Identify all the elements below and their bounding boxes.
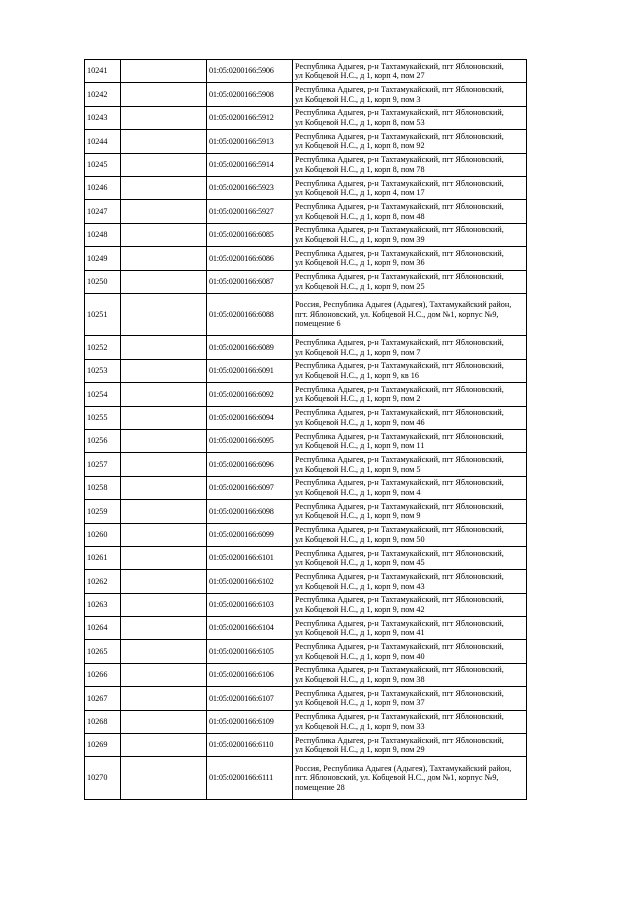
address-line: Республика Адыгея, р-н Тахтамукайский, пгт Яблоновский, xyxy=(295,272,504,282)
row-empty-cell xyxy=(121,710,207,733)
row-number: 10264 xyxy=(85,617,121,640)
address-cell xyxy=(293,640,527,663)
address-cell xyxy=(293,270,527,293)
address-cell xyxy=(293,106,527,129)
row-empty-cell xyxy=(121,176,207,199)
row-number: 10243 xyxy=(85,106,121,129)
table-row xyxy=(85,617,527,640)
row-number: 10252 xyxy=(85,336,121,359)
row-number: 10244 xyxy=(85,130,121,153)
address-cell xyxy=(293,476,527,499)
address-cell xyxy=(293,200,527,223)
address-line: Республика Адыгея, р-н Тахтамукайский, пгт Яблоновский, xyxy=(295,201,504,211)
table-row xyxy=(85,734,527,757)
row-number: 10267 xyxy=(85,687,121,710)
address-cell xyxy=(293,710,527,733)
address-cell xyxy=(293,223,527,246)
address-cell xyxy=(293,453,527,476)
address-line: Республика Адыгея, р-н Тахтамукайский, пгт Яблоновский, xyxy=(295,361,504,371)
address-line: Россия, Республика Адыгея (Адыгея), Тахтамукайский район, xyxy=(295,763,512,773)
address-line: ул Кобцевой Н.С., д 1, корп 9, пом 46 xyxy=(295,417,425,427)
row-empty-cell xyxy=(121,336,207,359)
address-cell xyxy=(293,293,527,336)
address-cell xyxy=(293,130,527,153)
cadastral-number: 01:05:0200166:6098 xyxy=(207,500,293,523)
cadastral-number: 01:05:0200166:5927 xyxy=(207,200,293,223)
cadastral-number: 01:05:0200166:6085 xyxy=(207,223,293,246)
address-line: Республика Адыгея, р-н Тахтамукайский, пгт Яблоновский, xyxy=(295,571,504,581)
address-line: пгт. Яблоновский, ул. Кобцевой Н.С., дом №1, корпус №9, xyxy=(295,773,499,783)
address-cell xyxy=(293,617,527,640)
cadastral-number: 01:05:0200166:6099 xyxy=(207,523,293,546)
address-line: ул Кобцевой Н.С., д 1, корп 9, пом 40 xyxy=(295,651,425,661)
table-row xyxy=(85,359,527,382)
address-cell xyxy=(293,336,527,359)
address-line: ул Кобцевой Н.С., д 1, корп 8, пом 53 xyxy=(295,117,425,127)
registry-rows xyxy=(85,60,527,800)
row-number: 10253 xyxy=(85,359,121,382)
row-number: 10249 xyxy=(85,247,121,270)
address-cell xyxy=(293,83,527,106)
row-number: 10257 xyxy=(85,453,121,476)
row-empty-cell xyxy=(121,570,207,593)
address-cell xyxy=(293,546,527,569)
row-number: 10263 xyxy=(85,593,121,616)
cadastral-number: 01:05:0200166:6089 xyxy=(207,336,293,359)
address-line: Республика Адыгея, р-н Тахтамукайский, пгт Яблоновский, xyxy=(295,248,504,258)
table-row xyxy=(85,710,527,733)
table-row xyxy=(85,523,527,546)
row-empty-cell xyxy=(121,223,207,246)
address-cell xyxy=(293,429,527,452)
cadastral-number: 01:05:0200166:6086 xyxy=(207,247,293,270)
address-line: Республика Адыгея, р-н Тахтамукайский, пгт Яблоновский, xyxy=(295,408,504,418)
address-cell xyxy=(293,406,527,429)
row-number: 10241 xyxy=(85,60,121,83)
cadastral-number: 01:05:0200166:5923 xyxy=(207,176,293,199)
cadastral-number: 01:05:0200166:6087 xyxy=(207,270,293,293)
cadastral-number: 01:05:0200166:6102 xyxy=(207,570,293,593)
table-row xyxy=(85,757,527,800)
address-cell xyxy=(293,60,527,83)
row-number: 10247 xyxy=(85,200,121,223)
registry-table xyxy=(84,59,527,800)
row-empty-cell xyxy=(121,734,207,757)
address-line: ул Кобцевой Н.С., д 1, корп 9, пом 7 xyxy=(295,347,421,357)
address-line: помещение 6 xyxy=(295,319,341,329)
cadastral-number: 01:05:0200166:5906 xyxy=(207,60,293,83)
cadastral-number: 01:05:0200166:6094 xyxy=(207,406,293,429)
cadastral-number: 01:05:0200166:6092 xyxy=(207,383,293,406)
table-row xyxy=(85,687,527,710)
table-row xyxy=(85,546,527,569)
row-number: 10268 xyxy=(85,710,121,733)
address-line: ул Кобцевой Н.С., д 1, корп 9, пом 33 xyxy=(295,721,425,731)
row-number: 10242 xyxy=(85,83,121,106)
address-cell xyxy=(293,359,527,382)
row-number: 10262 xyxy=(85,570,121,593)
address-cell xyxy=(293,663,527,686)
row-empty-cell xyxy=(121,153,207,176)
address-line: Республика Адыгея, р-н Тахтамукайский, пгт Яблоновский, xyxy=(295,108,504,118)
row-empty-cell xyxy=(121,663,207,686)
row-number: 10254 xyxy=(85,383,121,406)
address-line: Республика Адыгея, р-н Тахтамукайский, пгт Яблоновский, xyxy=(295,595,504,605)
address-cell xyxy=(293,153,527,176)
row-empty-cell xyxy=(121,687,207,710)
table-row xyxy=(85,593,527,616)
table-row xyxy=(85,476,527,499)
table-row xyxy=(85,453,527,476)
address-line: ул Кобцевой Н.С., д 1, корп 9, пом 5 xyxy=(295,464,421,474)
row-empty-cell xyxy=(121,546,207,569)
row-number: 10255 xyxy=(85,406,121,429)
address-line: ул Кобцевой Н.С., д 1, корп 9, пом 2 xyxy=(295,394,421,404)
address-line: Республика Адыгея, р-н Тахтамукайский, пгт Яблоновский, xyxy=(295,688,504,698)
row-empty-cell xyxy=(121,83,207,106)
address-line: Республика Адыгея, р-н Тахтамукайский, пгт Яблоновский, xyxy=(295,84,504,94)
address-cell xyxy=(293,383,527,406)
cadastral-number: 01:05:0200166:6095 xyxy=(207,429,293,452)
address-line: Республика Адыгея, р-н Тахтамукайский, пгт Яблоновский, xyxy=(295,61,504,71)
address-line: Республика Адыгея, р-н Тахтамукайский, пгт Яблоновский, xyxy=(295,131,504,141)
row-empty-cell xyxy=(121,106,207,129)
row-empty-cell xyxy=(121,429,207,452)
cadastral-number: 01:05:0200166:6109 xyxy=(207,710,293,733)
address-line: ул Кобцевой Н.С., д 1, корп 9, пом 11 xyxy=(295,441,425,451)
table-row xyxy=(85,336,527,359)
table-row xyxy=(85,640,527,663)
row-empty-cell xyxy=(121,60,207,83)
table-row xyxy=(85,663,527,686)
address-line: Республика Адыгея, р-н Тахтамукайский, пгт Яблоновский, xyxy=(295,155,504,165)
row-number: 10266 xyxy=(85,663,121,686)
address-line: ул Кобцевой Н.С., д 1, корп 9, пом 42 xyxy=(295,604,425,614)
row-number: 10258 xyxy=(85,476,121,499)
address-line: ул Кобцевой Н.С., д 1, корп 4, пом 27 xyxy=(295,71,425,81)
address-line: Республика Адыгея, р-н Тахтамукайский, пгт Яблоновский, xyxy=(295,225,504,235)
cadastral-number: 01:05:0200166:6110 xyxy=(207,734,293,757)
table-row xyxy=(85,570,527,593)
table-row xyxy=(85,429,527,452)
address-line: Республика Адыгея, р-н Тахтамукайский, пгт Яблоновский, xyxy=(295,712,504,722)
address-line: Республика Адыгея, р-н Тахтамукайский, пгт Яблоновский, xyxy=(295,665,504,675)
address-line: ул Кобцевой Н.С., д 1, корп 9, кв 16 xyxy=(295,370,419,380)
address-line: Республика Адыгея, р-н Тахтамукайский, пгт Яблоновский, xyxy=(295,178,504,188)
row-number: 10250 xyxy=(85,270,121,293)
address-line: ул Кобцевой Н.С., д 1, корп 9, пом 50 xyxy=(295,534,425,544)
row-number: 10260 xyxy=(85,523,121,546)
table-row xyxy=(85,247,527,270)
cadastral-number: 01:05:0200166:6088 xyxy=(207,293,293,336)
cadastral-number: 01:05:0200166:5914 xyxy=(207,153,293,176)
table-row xyxy=(85,83,527,106)
cadastral-number: 01:05:0200166:5912 xyxy=(207,106,293,129)
row-number: 10265 xyxy=(85,640,121,663)
row-empty-cell xyxy=(121,453,207,476)
address-cell xyxy=(293,757,527,800)
address-cell xyxy=(293,570,527,593)
cadastral-number: 01:05:0200166:5908 xyxy=(207,83,293,106)
table-row xyxy=(85,270,527,293)
row-empty-cell xyxy=(121,640,207,663)
address-line: Россия, Республика Адыгея (Адыгея), Тахтамукайский район, xyxy=(295,300,512,310)
address-line: ул Кобцевой Н.С., д 1, корп 9, пом 38 xyxy=(295,675,425,685)
address-cell xyxy=(293,734,527,757)
cadastral-number: 01:05:0200166:6106 xyxy=(207,663,293,686)
address-line: Республика Адыгея, р-н Тахтамукайский, пгт Яблоновский, xyxy=(295,642,504,652)
table-row xyxy=(85,500,527,523)
address-line: ул Кобцевой Н.С., д 1, корп 9, пом 3 xyxy=(295,94,421,104)
row-number: 10270 xyxy=(85,757,121,800)
address-line: Республика Адыгея, р-н Тахтамукайский, пгт Яблоновский, xyxy=(295,454,504,464)
row-number: 10251 xyxy=(85,293,121,336)
table-row xyxy=(85,130,527,153)
cadastral-number: 01:05:0200166:6096 xyxy=(207,453,293,476)
address-line: Республика Адыгея, р-н Тахтамукайский, пгт Яблоновский, xyxy=(295,338,504,347)
row-empty-cell xyxy=(121,406,207,429)
cadastral-number: 01:05:0200166:6097 xyxy=(207,476,293,499)
cadastral-number: 01:05:0200166:6105 xyxy=(207,640,293,663)
address-line: Республика Адыгея, р-н Тахтамукайский, пгт Яблоновский, xyxy=(295,548,504,558)
table-row xyxy=(85,153,527,176)
row-number: 10269 xyxy=(85,734,121,757)
row-empty-cell xyxy=(121,476,207,499)
address-line: ул Кобцевой Н.С., д 1, корп 9, пом 9 xyxy=(295,511,421,521)
address-cell xyxy=(293,176,527,199)
address-line: Республика Адыгея, р-н Тахтамукайский, пгт Яблоновский, xyxy=(295,501,504,511)
address-cell xyxy=(293,247,527,270)
address-cell xyxy=(293,593,527,616)
row-empty-cell xyxy=(121,200,207,223)
row-empty-cell xyxy=(121,500,207,523)
cadastral-number: 01:05:0200166:6091 xyxy=(207,359,293,382)
address-line: ул Кобцевой Н.С., д 1, корп 9, пом 43 xyxy=(295,581,425,591)
row-empty-cell xyxy=(121,383,207,406)
cadastral-number: 01:05:0200166:6101 xyxy=(207,546,293,569)
row-number: 10256 xyxy=(85,429,121,452)
address-line: ул Кобцевой Н.С., д 1, корп 9, пом 25 xyxy=(295,281,425,291)
table-row xyxy=(85,223,527,246)
cadastral-number: 01:05:0200166:6111 xyxy=(207,757,293,800)
address-line: Республика Адыгея, р-н Тахтамукайский, пгт Яблоновский, xyxy=(295,478,504,488)
table-row xyxy=(85,106,527,129)
address-line: ул Кобцевой Н.С., д 1, корп 9, пом 39 xyxy=(295,234,425,244)
address-line: ул Кобцевой Н.С., д 1, корп 9, пом 4 xyxy=(295,487,421,497)
address-line: Республика Адыгея, р-н Тахтамукайский, пгт Яблоновский, xyxy=(295,525,504,535)
address-line: Республика Адыгея, р-н Тахтамукайский, пгт Яблоновский, xyxy=(295,384,504,394)
address-line: ул Кобцевой Н.С., д 1, корп 9, пом 36 xyxy=(295,258,425,268)
address-line: пгт. Яблоновский, ул. Кобцевой Н.С., дом №1, корпус №9, xyxy=(295,309,499,319)
row-empty-cell xyxy=(121,523,207,546)
row-number: 10261 xyxy=(85,546,121,569)
address-line: Республика Адыгея, р-н Тахтамукайский, пгт Яблоновский, xyxy=(295,618,504,628)
address-line: Республика Адыгея, р-н Тахтамукайский, пгт Яблоновский, xyxy=(295,735,504,745)
row-empty-cell xyxy=(121,359,207,382)
row-number: 10245 xyxy=(85,153,121,176)
row-empty-cell xyxy=(121,247,207,270)
address-line: ул Кобцевой Н.С., д 1, корп 9, пом 29 xyxy=(295,745,425,755)
address-line: Республика Адыгея, р-н Тахтамукайский, пгт Яблоновский, xyxy=(295,431,504,441)
address-line: ул Кобцевой Н.С., д 1, корп 4, пом 17 xyxy=(295,188,425,198)
row-number: 10259 xyxy=(85,500,121,523)
address-line: ул Кобцевой Н.С., д 1, корп 9, пом 45 xyxy=(295,558,425,568)
row-empty-cell xyxy=(121,757,207,800)
row-empty-cell xyxy=(121,293,207,336)
address-line: ул Кобцевой Н.С., д 1, корп 9, пом 37 xyxy=(295,698,425,708)
address-cell xyxy=(293,687,527,710)
address-line: ул Кобцевой Н.С., д 1, корп 9, пом 41 xyxy=(295,628,425,638)
address-line: ул Кобцевой Н.С., д 1, корп 8, пом 48 xyxy=(295,211,425,221)
address-line: помещение 28 xyxy=(295,782,345,792)
row-empty-cell xyxy=(121,270,207,293)
table-row xyxy=(85,200,527,223)
address-cell xyxy=(293,500,527,523)
row-empty-cell xyxy=(121,617,207,640)
row-empty-cell xyxy=(121,593,207,616)
table-row xyxy=(85,176,527,199)
row-empty-cell xyxy=(121,130,207,153)
table-row xyxy=(85,383,527,406)
address-cell xyxy=(293,523,527,546)
cadastral-number: 01:05:0200166:6103 xyxy=(207,593,293,616)
table-row xyxy=(85,60,527,83)
cadastral-number: 01:05:0200166:6107 xyxy=(207,687,293,710)
address-line: ул Кобцевой Н.С., д 1, корп 8, пом 78 xyxy=(295,164,425,174)
row-number: 10248 xyxy=(85,223,121,246)
cadastral-number: 01:05:0200166:5913 xyxy=(207,130,293,153)
table-row xyxy=(85,293,527,336)
cadastral-number: 01:05:0200166:6104 xyxy=(207,617,293,640)
row-number: 10246 xyxy=(85,176,121,199)
table-row xyxy=(85,406,527,429)
address-line: ул Кобцевой Н.С., д 1, корп 8, пом 92 xyxy=(295,141,425,151)
